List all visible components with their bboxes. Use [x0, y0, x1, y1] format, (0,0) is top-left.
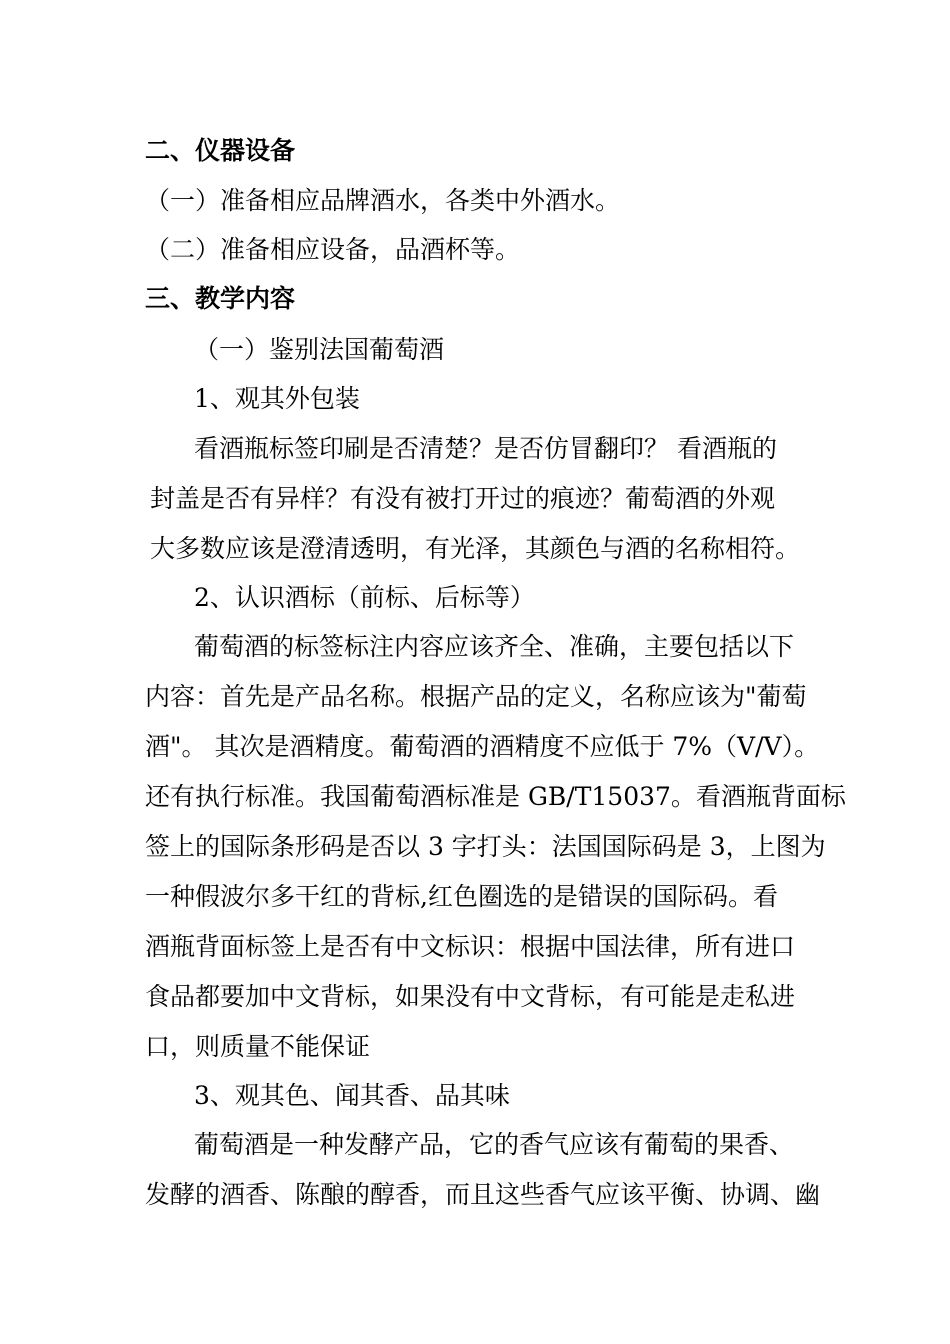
- paragraph-line: 大多数应该是澄清透明，有光泽，其颜色与酒的名称相符。: [150, 534, 801, 563]
- paragraph-line: 签上的国际条形码是否以 3 字打头：法国国际码是 3，上图为: [145, 832, 826, 861]
- paragraph-line: 酒"。 其次是酒精度。葡萄酒的酒精度不应低于 7%（V/V）。: [145, 732, 820, 761]
- equipment-item-2: （二）准备相应设备，品酒杯等。: [145, 235, 521, 264]
- paragraph-line: 封盖是否有异样？有没有被打开过的痕迹？葡萄酒的外观: [150, 484, 776, 513]
- subsection-title: （一）鉴别法国葡萄酒: [194, 335, 445, 364]
- paragraph-line: 食品都要加中文背标，如果没有中文背标，有可能是走私进: [145, 982, 796, 1011]
- paragraph-line: 葡萄酒的标签标注内容应该齐全、准确，主要包括以下: [194, 632, 795, 661]
- step3-title: 3、观其色、闻其香、品其味: [194, 1081, 510, 1110]
- paragraph-line: 一种假波尔多干红的背标,红色圈选的是错误的国际码。看: [145, 882, 778, 911]
- step1-title: 1、观其外包装: [194, 384, 360, 413]
- paragraph-line: 葡萄酒是一种发酵产品，它的香气应该有葡萄的果香、: [194, 1130, 795, 1159]
- section-heading-equipment: 二、仪器设备: [145, 136, 296, 165]
- paragraph-line: 还有执行标准。我国葡萄酒标准是 GB/T15037。看酒瓶背面标: [145, 782, 846, 811]
- paragraph-line: 看酒瓶标签印刷是否清楚？是否仿冒翻印？ 看酒瓶的: [194, 434, 777, 463]
- paragraph-line: 口，则质量不能保证: [145, 1032, 371, 1061]
- paragraph-line: 酒瓶背面标签上是否有中文标识：根据中国法律，所有进口: [145, 932, 796, 961]
- paragraph-line: 发酵的酒香、陈酿的醇香，而且这些香气应该平衡、协调、幽: [145, 1180, 821, 1209]
- section-heading-teaching: 三、教学内容: [145, 284, 296, 313]
- step2-title: 2、认识酒标（前标、后标等）: [194, 583, 535, 612]
- equipment-item-1: （一）准备相应品牌酒水，各类中外酒水。: [145, 186, 621, 215]
- paragraph-line: 内容：首先是产品名称。根据产品的定义，名称应该为"葡萄: [145, 682, 807, 711]
